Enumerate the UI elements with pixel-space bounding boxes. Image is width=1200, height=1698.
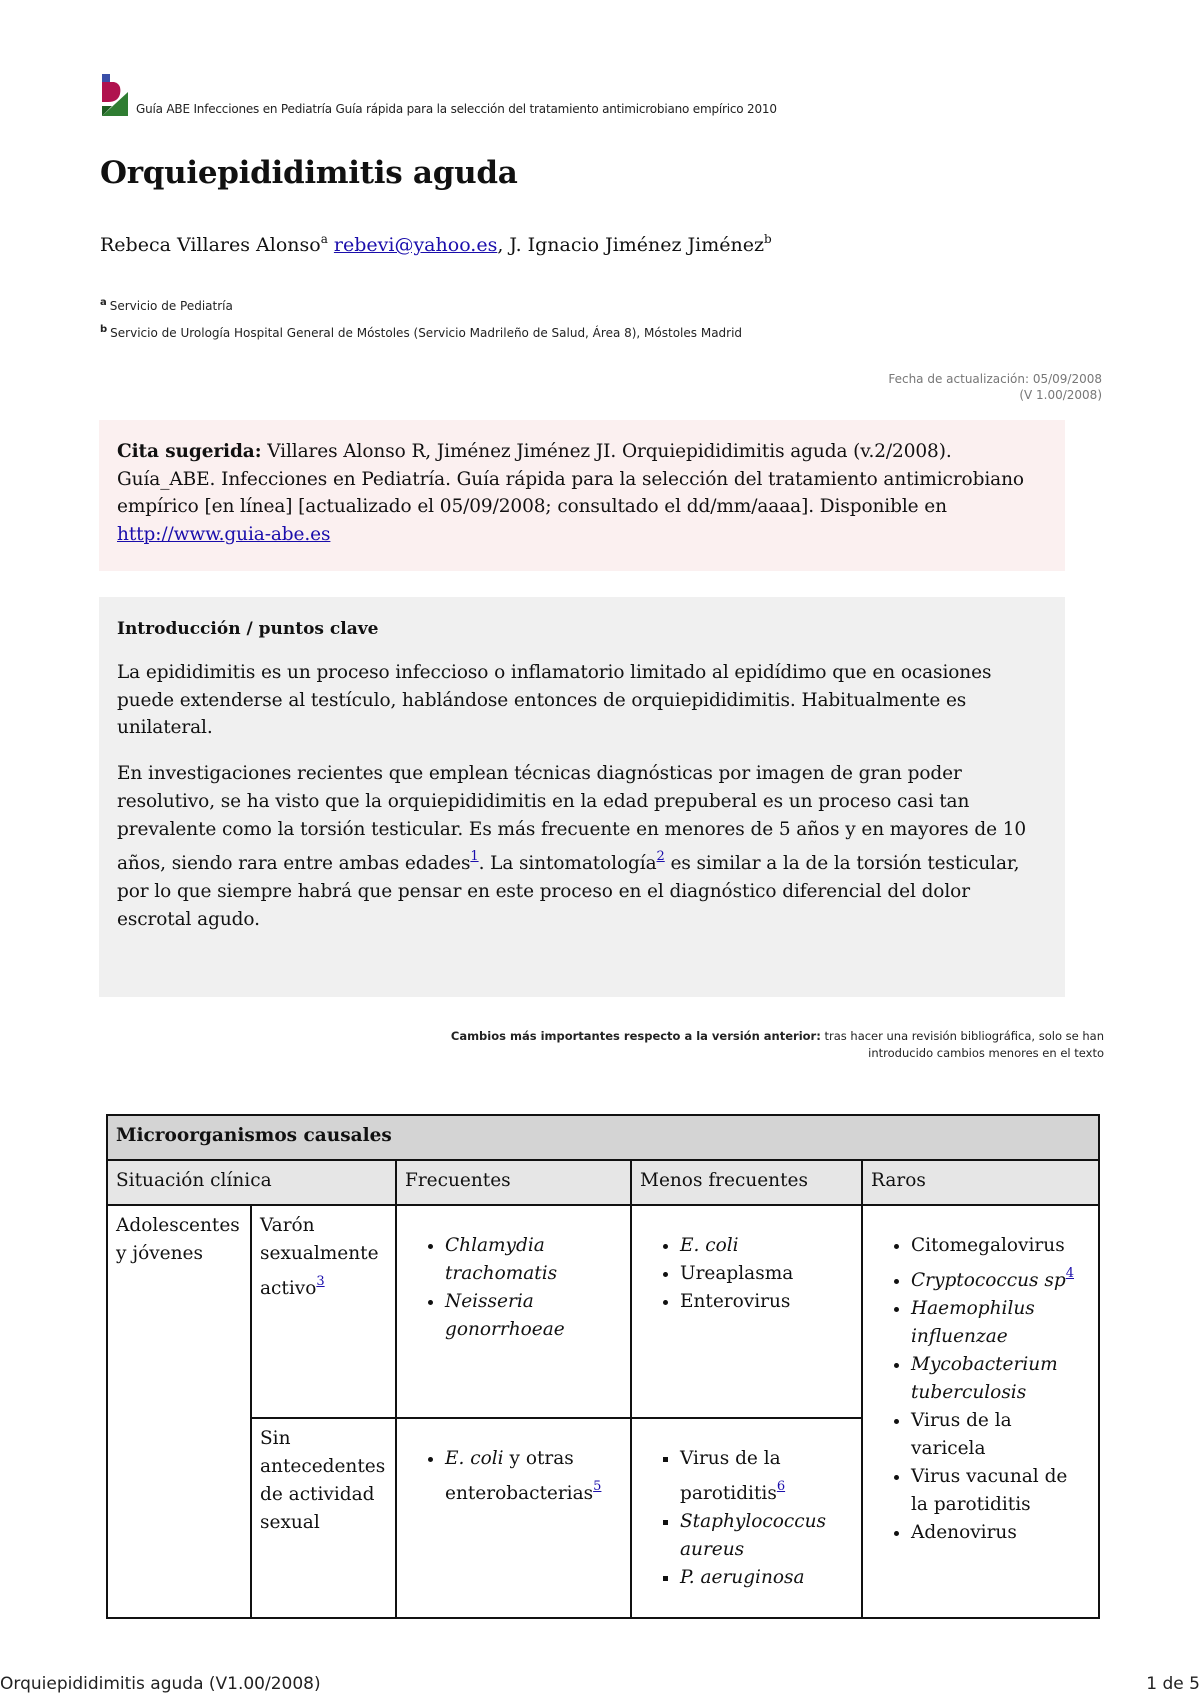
changes-label: Cambios más importantes respecto a la versión anterior: [450, 1029, 821, 1043]
affiliation-a-text: Servicio de Pediatría [109, 299, 233, 313]
ref-link-4[interactable]: 4 [1065, 1266, 1074, 1281]
update-date: Fecha de actualización: 05/09/2008 [888, 372, 1102, 386]
page-header [100, 72, 1100, 118]
list-item [445, 1288, 622, 1344]
list-item [911, 1260, 1090, 1295]
guia-abe-logo-icon [100, 72, 130, 118]
author-1-sup: a [320, 232, 328, 246]
microorganisms-table [106, 1114, 1100, 1619]
situation-varon [251, 1205, 396, 1418]
citation-box [99, 420, 1065, 571]
list-item [445, 1445, 622, 1508]
menos-cell-1 [631, 1205, 862, 1418]
citation-label: Cita sugerida: [117, 441, 262, 462]
list-item [680, 1232, 853, 1260]
list-item [680, 1445, 853, 1508]
affiliation-b [100, 324, 742, 340]
organism-ecoli: E. coli [680, 1235, 739, 1256]
col-header-raros: Raros [862, 1160, 1099, 1205]
affiliation-b-text: Servicio de Urología Hospital General de Móstoles (Servicio Madrileño de Salud, Área 8), Móstoles Madrid [110, 326, 743, 340]
organism-cryptococcus: Cryptococcus sp [911, 1270, 1066, 1291]
col-header-menos-frecuentes: Menos frecuentes [631, 1160, 862, 1205]
author-2: J. Ignacio Jiménez Jiménez [509, 234, 765, 256]
organism-parotiditis: Virus de la parotiditis [680, 1448, 781, 1504]
col-header-situacion: Situación clínica [107, 1160, 396, 1205]
organism-enterovirus: Enterovirus [680, 1291, 791, 1312]
menos-cell-2 [631, 1418, 862, 1618]
list-item [911, 1407, 1090, 1463]
organism-staphylococcus: Staphylococcus aureus [680, 1511, 827, 1560]
footer-page-number: 1 de 5 [1146, 1674, 1200, 1694]
author-email-link[interactable]: rebevi@yahoo.es [333, 234, 498, 256]
organism-citomegalovirus: Citomegalovirus [911, 1235, 1065, 1256]
author-2-sup: b [764, 232, 772, 246]
affiliation-a [100, 297, 233, 313]
list-item [911, 1295, 1090, 1351]
ref-link-6[interactable]: 6 [776, 1479, 786, 1494]
organism-chlamydia: Chlamydia trachomatis [445, 1235, 558, 1284]
affiliation-b-sup: b [100, 324, 108, 335]
group-adolescentes: Adolescentes y jóvenes [107, 1205, 251, 1618]
frecuentes-cell-2 [396, 1418, 631, 1618]
list-item [911, 1519, 1090, 1547]
situation-varon-text: Varón sexualmente activo [260, 1215, 379, 1299]
intro-paragraph-1: La epididimitis es un proceso infeccioso o inflamatorio limitado al epidídimo que en ocasiones puede extenderse al testículo, hablándose entonces de orquiepididimitis. Habitualmente es unilateral. [117, 662, 992, 739]
intro-paragraph-2 [117, 760, 1047, 933]
list-item [911, 1232, 1090, 1260]
list-item [911, 1351, 1090, 1407]
intro-heading: Introducción / puntos clave [117, 619, 379, 639]
organism-haemophilus: Haemophilus influenzae [911, 1298, 1035, 1347]
citation-link[interactable]: http://www.guia-abe.es [117, 523, 331, 545]
intro-p2-part-c: es similar a la de la torsión testicular, por lo que siempre habrá que pensar en este proceso en el diagnóstico diferencial del dolor escrotal agudo. [117, 853, 1020, 930]
list-item [680, 1508, 853, 1564]
list-item [680, 1288, 853, 1316]
ref-link-3[interactable]: 3 [316, 1274, 325, 1289]
organism-enterobacterias: y otras enterobacterias [445, 1448, 594, 1504]
intro-box [99, 597, 1065, 997]
table-title: Microorganismos causales [107, 1115, 1099, 1160]
update-info [888, 371, 1102, 403]
ref-link-5[interactable]: 5 [593, 1479, 602, 1494]
organism-ecoli-2: E. coli [445, 1448, 504, 1469]
organism-neisseria: Neisseria gonorrhoeae [445, 1291, 565, 1340]
update-version: (V 1.00/2008) [1019, 388, 1102, 402]
list-item [445, 1232, 622, 1288]
organism-mycobacterium: Mycobacterium tuberculosis [911, 1354, 1058, 1403]
organism-varicela: Virus de la varicela [911, 1410, 1012, 1459]
situation-sin-antecedentes: Sin antecedentes de actividad sexual [251, 1418, 396, 1618]
affiliation-a-sup: a [100, 297, 107, 308]
col-header-frecuentes: Frecuentes [396, 1160, 631, 1205]
intro-p2-part-b: . La sintomatología [478, 853, 657, 875]
ref-link-1[interactable]: 1 [470, 849, 479, 865]
intro-p2-part-a: En investigaciones recientes que emplean técnicas diagnósticas por imagen de gran poder resolutivo, se ha visto que la orquiepididimitis en la edad prepuberal es un proceso casi tan prevalente como la torsión testicular. Es más frecuente en menores de 5 años y en mayores de 10 años, siendo rara entre ambas edades [117, 763, 1027, 875]
changes-note [404, 1028, 1104, 1062]
raros-cell [862, 1205, 1099, 1618]
organism-ureaplasma: Ureaplasma [680, 1263, 794, 1284]
header-text: Guía ABE Infecciones en Pediatría Guía rápida para la selección del tratamiento antimicrobiano empírico 2010 [136, 102, 777, 116]
ref-link-2[interactable]: 2 [656, 849, 665, 865]
footer-left: Orquiepididimitis aguda (V1.00/2008) [0, 1674, 321, 1694]
list-item [911, 1463, 1090, 1519]
organism-aeruginosa: P. aeruginosa [680, 1567, 805, 1588]
organism-adenovirus: Adenovirus [911, 1522, 1017, 1543]
author-1: Rebeca Villares Alonso [100, 234, 321, 256]
organism-vacunal-parotiditis: Virus vacunal de la parotiditis [911, 1466, 1068, 1515]
authors-line [100, 232, 772, 256]
citation-text: Villares Alonso R, Jiménez Jiménez JI. Orquiepididimitis aguda (v.2/2008). Guía_ABE. Infecciones en Pediatría. Guía rápida para la selección del tratamiento antimicrobiano empírico [en línea] [actualizado el 05/09/2008; consultado el dd/mm/aaaa]. Disponible en [117, 441, 1024, 517]
author-separator: , [497, 234, 510, 256]
changes-text: tras hacer una revisión bibliográfica, solo se han introducido cambios menores en el texto [820, 1029, 1104, 1060]
list-item [680, 1564, 853, 1592]
list-item [680, 1260, 853, 1288]
page-title: Orquiepididimitis aguda [100, 155, 518, 191]
frecuentes-cell-1 [396, 1205, 631, 1418]
